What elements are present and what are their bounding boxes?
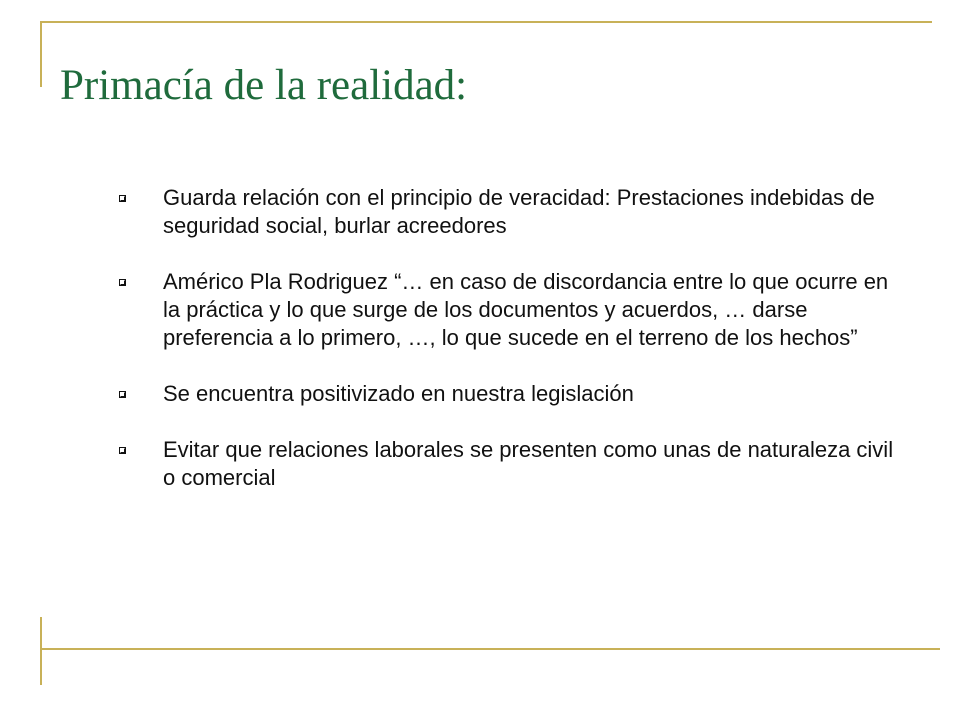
bullet-list [110,184,900,492]
bullet-item [110,268,900,352]
bullet-item [110,380,900,408]
bottom-left-frame-line [40,617,42,685]
hollow-square-bullet-icon [119,195,126,202]
bottom-frame-line [40,648,940,650]
bullet-text: Américo Pla Rodriguez “… en caso de discordancia entre lo que ocurre en la práctica y lo que surge de los documentos y acuerdos, … darse preferencia a lo primero, …, lo que sucede en el terreno de los hechos” [163,269,889,350]
bullet-text: Evitar que relaciones laborales se presenten como unas de naturaleza civil o comercial [163,437,894,490]
hollow-square-bullet-icon [119,279,126,286]
hollow-square-bullet-icon [119,447,126,454]
bullet-text: Se encuentra positivizado en nuestra legislación [163,381,634,406]
bullet-item [110,436,900,492]
left-frame-line [40,21,42,87]
bullet-item [110,184,900,240]
bullet-text: Guarda relación con el principio de veracidad: Prestaciones indebidas de seguridad social, burlar acreedores [163,185,875,238]
hollow-square-bullet-icon [119,391,126,398]
slide-title: Primacía de la realidad: [60,62,468,109]
top-frame-line [40,21,932,23]
